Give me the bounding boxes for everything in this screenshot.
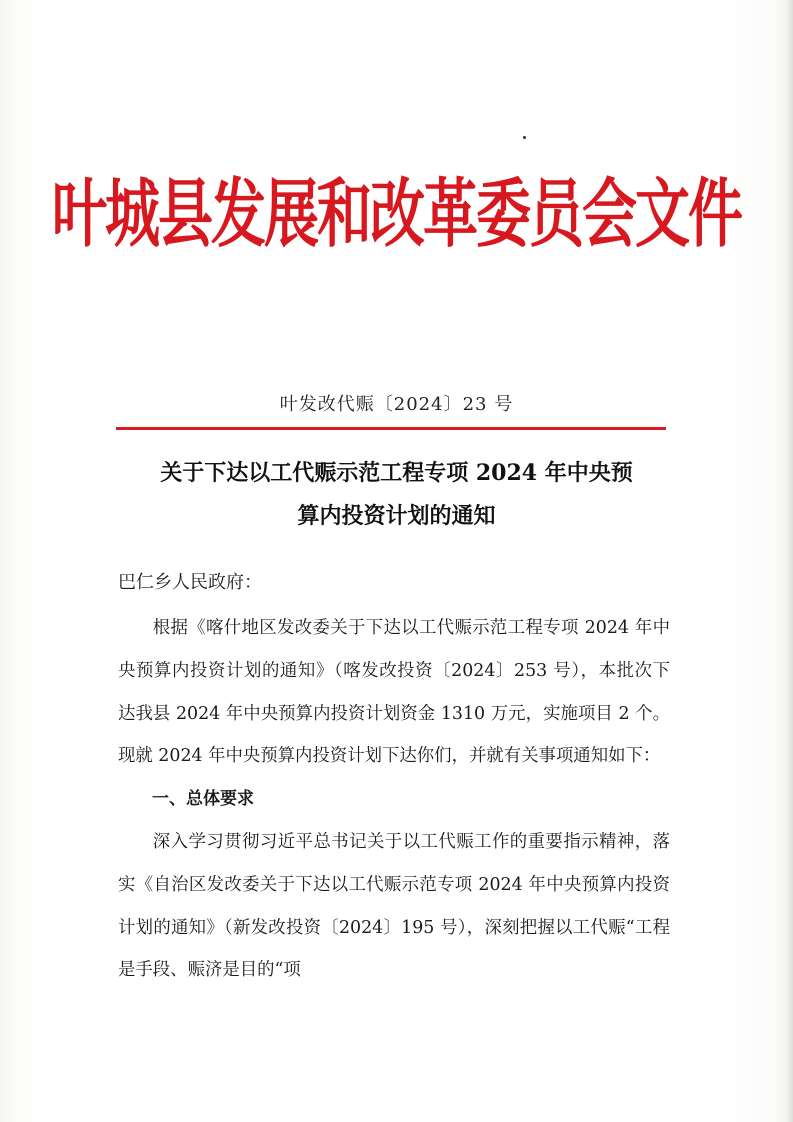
notice-title-line-2: 算内投资计划的通知	[297, 503, 496, 529]
notice-title-line-1: 关于下达以工代赈示范工程专项 2024 年中央预	[160, 460, 633, 486]
section-heading-1: 一、总体要求	[152, 789, 254, 810]
document-number: 叶发改代赈〔2024〕23 号	[279, 394, 514, 415]
red-divider-rule	[116, 427, 666, 430]
scan-speck	[523, 136, 526, 139]
addressee: 巴仁乡人民政府：	[118, 572, 262, 593]
paragraph-1: 根据《喀什地区发改委关于下达以工代赈示范工程专项 2024 年中央预算内投资计划的通知》（喀发改投资〔2024〕253 号），本批次下达我县 2024 年中央预算内投资计划资金 1310 万元，实施项目 2 个。现就 2024 年中央预算内投资计划下达你们，并就有关事项通知如下：	[118, 618, 670, 767]
paragraph-2: 深入学习贯彻习近平总书记关于以工代赈工作的重要指示精神，落实《自治区发改委关于下达以工代赈示范专项 2024 年中央预算内投资计划的通知》（新发改投资〔2024〕195 号），深刻把握以工代赈“工程是手段、赈济是目的“项	[118, 831, 670, 981]
body-text	[118, 607, 670, 992]
notice-title	[100, 452, 693, 538]
agency-title: 叶城县发展和改革委员会文件	[51, 170, 741, 258]
